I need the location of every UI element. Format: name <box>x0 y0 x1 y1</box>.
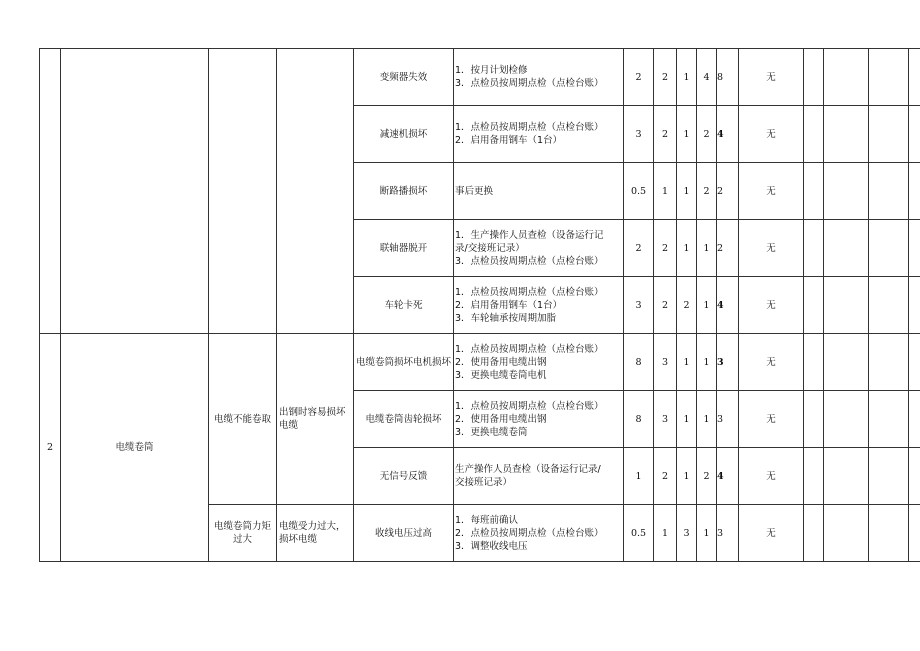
effect-cell: 电缆受力过大，损坏电缆 <box>277 505 354 562</box>
effect-cell: 出钢时容易损坏电缆 <box>277 334 354 505</box>
detection-cell: 1 <box>677 163 697 220</box>
empty-cell <box>909 448 920 505</box>
rating-cell: 1 <box>697 334 717 391</box>
measure-line: 1．按月计划检修 <box>455 65 528 76</box>
table-row <box>40 49 920 106</box>
measure-line: 2．点检员按周期点检（点检台账） <box>455 527 604 539</box>
failure-mode-cell: 断路播损坏 <box>354 163 454 220</box>
occurrence-cell: 2 <box>654 277 677 334</box>
note-cell: 无 <box>739 391 804 448</box>
empty-cell <box>909 220 920 277</box>
occurrence-cell: 1 <box>654 505 677 562</box>
empty-cell <box>909 106 920 163</box>
empty-cell <box>824 505 869 562</box>
empty-cell <box>824 277 869 334</box>
empty-cell <box>869 220 909 277</box>
empty-cell <box>909 277 920 334</box>
empty-cell <box>909 49 920 106</box>
empty-cell <box>824 391 869 448</box>
severity-cell: 3 <box>624 277 654 334</box>
measures-cell <box>454 391 624 448</box>
measure-line: 1．点检员按周期点检（点检台账） <box>455 286 604 298</box>
measure-line: 1．点检员按周期点检（点检台账） <box>455 400 604 412</box>
failure-mode-cell: 电缆卷筒损坏电机损坏 <box>354 334 454 391</box>
note-cell: 无 <box>739 448 804 505</box>
cell-equipment-group1 <box>61 49 209 334</box>
empty-cell <box>804 106 824 163</box>
note-cell: 无 <box>739 334 804 391</box>
measure-line: 交接班记录） <box>455 477 513 488</box>
measure-line: 事后更换 <box>455 185 494 197</box>
measure-line: 1．点检员按周期点检（点检台账） <box>455 343 604 355</box>
failure-mode-cell: 联轴器脱开 <box>354 220 454 277</box>
failure-mode-cell: 车轮卡死 <box>354 277 454 334</box>
measure-line: 3．更换电缆卷筒电机 <box>455 369 547 381</box>
rpn-cell: 4 <box>717 277 739 334</box>
table-row <box>40 334 920 391</box>
empty-cell <box>869 277 909 334</box>
empty-cell <box>869 163 909 220</box>
measures-cell <box>454 49 624 106</box>
empty-cell <box>804 391 824 448</box>
failure-mode-cell: 电缆卷筒齿轮损坏 <box>354 391 454 448</box>
detection-cell: 1 <box>677 448 697 505</box>
empty-cell <box>909 163 920 220</box>
rating-cell: 2 <box>697 448 717 505</box>
empty-cell <box>804 277 824 334</box>
severity-cell: 1 <box>624 448 654 505</box>
measures-cell <box>454 505 624 562</box>
note-cell: 无 <box>739 163 804 220</box>
rpn-cell: 8 <box>717 49 739 106</box>
occurrence-cell: 2 <box>654 448 677 505</box>
occurrence-cell: 2 <box>654 49 677 106</box>
rpn-cell: 3 <box>717 334 739 391</box>
empty-cell <box>869 505 909 562</box>
rpn-cell: 4 <box>717 106 739 163</box>
empty-cell <box>869 106 909 163</box>
empty-cell <box>824 220 869 277</box>
function-cell: 电缆不能卷取 <box>209 334 277 505</box>
measures-cell <box>454 220 624 277</box>
cell-effect-group1 <box>277 49 354 334</box>
measures-cell <box>454 106 624 163</box>
measures-cell <box>454 277 624 334</box>
empty-cell <box>804 334 824 391</box>
empty-cell <box>804 163 824 220</box>
note-cell: 无 <box>739 106 804 163</box>
rating-cell: 1 <box>697 391 717 448</box>
severity-cell: 0.5 <box>624 505 654 562</box>
empty-cell <box>869 391 909 448</box>
equipment-name: 电缆卷筒 <box>61 334 209 562</box>
rating-cell: 2 <box>697 106 717 163</box>
empty-cell <box>909 334 920 391</box>
measure-line: 2．启用备用钢车（1台） <box>455 299 563 311</box>
measure-line: 3．车轮轴承按周期加脂 <box>455 312 557 324</box>
rating-cell: 4 <box>697 49 717 106</box>
failure-mode-cell: 减速机损坏 <box>354 106 454 163</box>
empty-cell <box>804 220 824 277</box>
empty-cell <box>869 448 909 505</box>
measure-line: 1．生产操作人员查检（设备运行记 <box>455 229 604 241</box>
measures-cell <box>454 334 624 391</box>
cell-function-group1 <box>209 49 277 334</box>
severity-cell: 3 <box>624 106 654 163</box>
cell-index-group1 <box>40 49 61 334</box>
measure-line: 3．调整收线电压 <box>455 540 528 552</box>
severity-cell: 2 <box>624 49 654 106</box>
severity-cell: 0.5 <box>624 163 654 220</box>
rating-cell: 1 <box>697 277 717 334</box>
occurrence-cell: 3 <box>654 391 677 448</box>
empty-cell <box>869 49 909 106</box>
rpn-cell: 3 <box>717 391 739 448</box>
measure-line: 1．点检员按周期点检（点检台账） <box>455 122 604 133</box>
measures-cell <box>454 163 624 220</box>
measure-line: 3．点检员按周期点检（点检台账） <box>455 78 604 89</box>
row-index: 2 <box>40 334 61 562</box>
note-cell: 无 <box>739 49 804 106</box>
empty-cell <box>909 391 920 448</box>
measure-line: 3．点检员按周期点检（点检台账） <box>455 255 604 267</box>
note-cell: 无 <box>739 277 804 334</box>
failure-mode-cell: 收线电压过高 <box>354 505 454 562</box>
detection-cell: 1 <box>677 391 697 448</box>
rating-cell: 1 <box>697 505 717 562</box>
detection-cell: 3 <box>677 505 697 562</box>
empty-cell <box>804 49 824 106</box>
rpn-cell: 4 <box>717 448 739 505</box>
note-cell: 无 <box>739 220 804 277</box>
empty-cell <box>824 448 869 505</box>
measure-line: 录/交接班记录） <box>455 242 525 254</box>
empty-cell <box>869 334 909 391</box>
severity-cell: 8 <box>624 334 654 391</box>
measure-line: 3．更换电缆卷筒 <box>455 426 528 438</box>
measure-line: 生产操作人员查检（设备运行记录/ <box>455 464 601 475</box>
fmea-table <box>39 48 920 562</box>
measures-cell <box>454 448 624 505</box>
detection-cell: 1 <box>677 106 697 163</box>
measure-line: 2．启用备用钢车（1台） <box>455 135 563 146</box>
detection-cell: 2 <box>677 277 697 334</box>
detection-cell: 1 <box>677 334 697 391</box>
occurrence-cell: 1 <box>654 163 677 220</box>
occurrence-cell: 2 <box>654 220 677 277</box>
rpn-cell: 2 <box>717 220 739 277</box>
rating-cell: 1 <box>697 220 717 277</box>
failure-mode-cell: 变频器失效 <box>354 49 454 106</box>
rpn-cell: 2 <box>717 163 739 220</box>
severity-cell: 8 <box>624 391 654 448</box>
occurrence-cell: 3 <box>654 334 677 391</box>
empty-cell <box>824 49 869 106</box>
detection-cell: 1 <box>677 49 697 106</box>
measure-line: 1．每班前确认 <box>455 514 519 526</box>
detection-cell: 1 <box>677 220 697 277</box>
empty-cell <box>824 106 869 163</box>
occurrence-cell: 2 <box>654 106 677 163</box>
empty-cell <box>804 505 824 562</box>
rpn-cell: 3 <box>717 505 739 562</box>
empty-cell <box>824 334 869 391</box>
severity-cell: 2 <box>624 220 654 277</box>
note-cell: 无 <box>739 505 804 562</box>
failure-mode-cell: 无信号反馈 <box>354 448 454 505</box>
measure-line: 2．使用备用电缆出钢 <box>455 413 547 425</box>
empty-cell <box>824 163 869 220</box>
measure-line: 2．使用备用电缆出钢 <box>455 356 547 368</box>
empty-cell <box>909 505 920 562</box>
function-cell: 电缆卷筒力矩过大 <box>209 505 277 562</box>
empty-cell <box>804 448 824 505</box>
rating-cell: 2 <box>697 163 717 220</box>
